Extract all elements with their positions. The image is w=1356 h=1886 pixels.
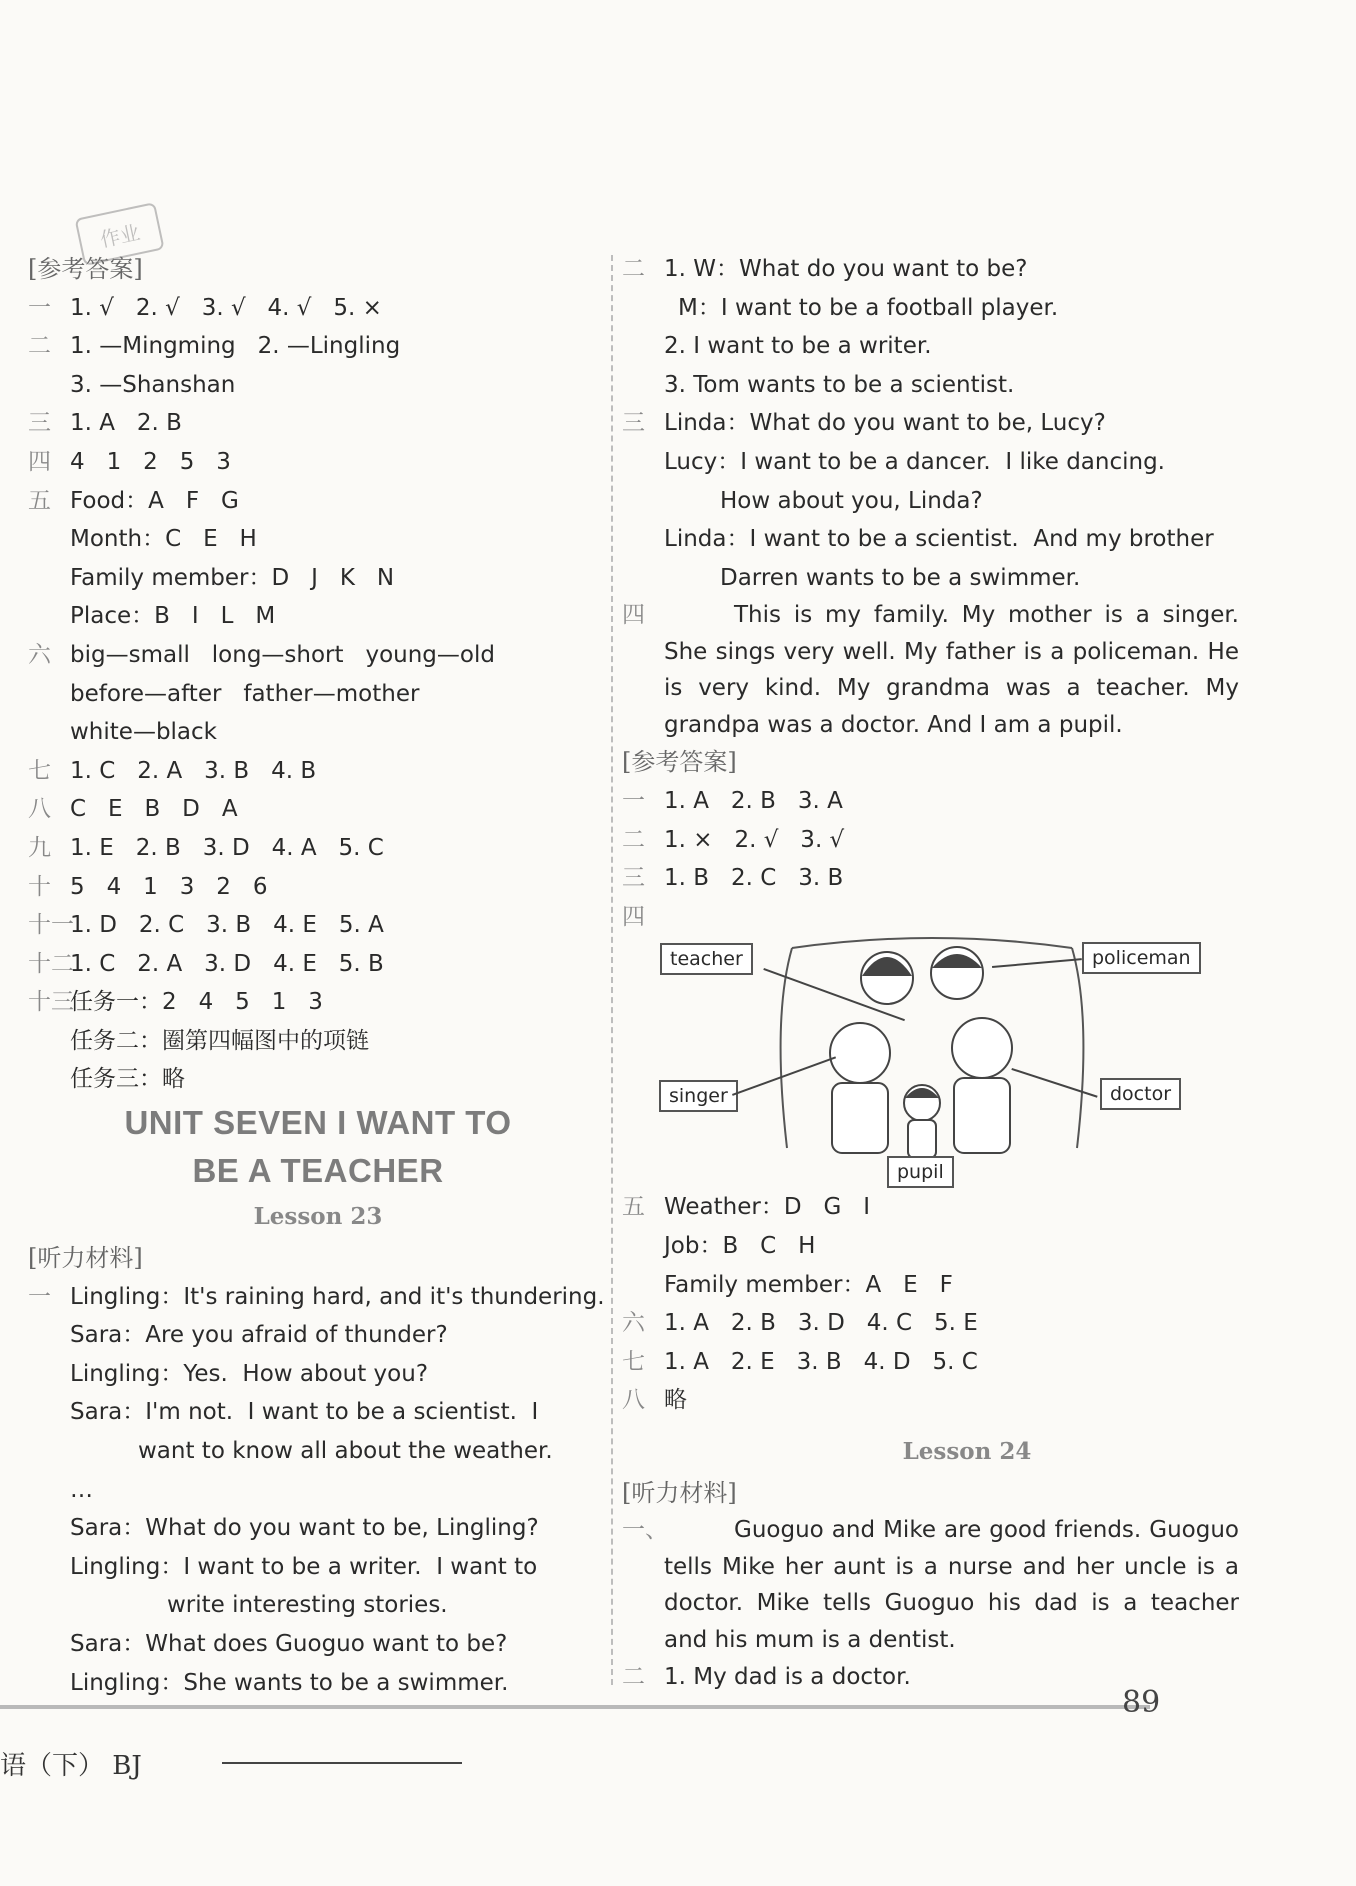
item-number: 五 [28, 487, 51, 514]
item-number: 十一 [28, 912, 74, 939]
item-number: 六 [28, 641, 51, 668]
item-number: 七 [28, 757, 51, 784]
item-number: 二 [622, 1664, 645, 1691]
list-item [28, 1355, 608, 1394]
item-text: want to know all about the weather. [138, 1438, 553, 1465]
item-number: 八 [28, 796, 51, 823]
list-item [28, 713, 608, 752]
label-policeman: policeman [1082, 942, 1201, 974]
item-text: Family member：D J K N [70, 564, 395, 591]
item-text: Linda：What do you want to be, Lucy? [664, 410, 1106, 437]
item-number: 八 [622, 1387, 645, 1414]
item-text: 1. B 2. C 3. B [664, 865, 844, 892]
item-text: big—small long—short young—old [70, 641, 495, 668]
item-text: 2. I want to be a writer. [664, 333, 932, 360]
list-item [622, 327, 1312, 366]
section-header: [听力材料] [622, 1478, 737, 1507]
list-item [28, 597, 608, 636]
label-doctor: doctor [1100, 1078, 1181, 1110]
item-text: before—after father—mother [70, 680, 420, 707]
list-item [28, 906, 608, 945]
section-header: [听力材料] [28, 1244, 143, 1273]
item-text: Job：B C H [664, 1232, 816, 1259]
svg-text:作业: 作业 [97, 220, 143, 252]
item-text: Lingling：I want to be a writer. I want to [70, 1553, 538, 1580]
list-item [28, 1278, 608, 1317]
item-number: 四 [622, 602, 645, 629]
list-item [28, 1316, 608, 1355]
list-item [28, 482, 608, 521]
list-item [622, 1658, 1312, 1697]
list-item [28, 1022, 608, 1061]
list-item [28, 675, 608, 714]
item-text: Lucy：I want to be a dancer. I like dancing. [664, 448, 1165, 475]
list-item [28, 1586, 608, 1625]
list-item [622, 1227, 1312, 1266]
listening-script [28, 1278, 608, 1703]
paragraph-text: Guoguo and Mike are good friends. Guoguo tells Mike her aunt is a nurse and her uncle is a doctor. Mike tells Guoguo his dad is a teacher and his mum is a dentist. [664, 1517, 1239, 1653]
list-item [622, 859, 1312, 898]
item-text: 1. My dad is a doctor. [664, 1664, 911, 1691]
item-number: 二 [622, 826, 645, 853]
section-header: [参考答案] [622, 748, 737, 777]
item-text: 1. C 2. A 3. D 4. E 5. B [70, 950, 384, 977]
list-item [28, 1432, 608, 1471]
answer-list [28, 289, 608, 1099]
item-text: write interesting stories. [167, 1592, 448, 1619]
item-number: 七 [622, 1348, 645, 1375]
item-text: Linda：I want to be a scientist. And my brother [664, 526, 1214, 553]
item-text: M：I want to be a football player. [678, 294, 1059, 321]
item-number: 四 [622, 903, 645, 930]
item-text: Weather：D G I [664, 1194, 871, 1221]
item-text: 任务一：2 4 5 1 3 [70, 989, 323, 1016]
item-text: Sara：I'm not. I want to be a scientist. I [70, 1399, 539, 1426]
item-number: 四 [28, 448, 51, 475]
item-text: 1. × 2. √ 3. √ [664, 826, 845, 853]
item-number: 一 [28, 294, 51, 321]
item-number: 三 [622, 410, 645, 437]
list-item [622, 366, 1312, 405]
list-item [622, 404, 1312, 443]
paragraph-text: This is my family. My mother is a singer. She sings very well. My father is a policeman. He is very kind. My grandma was a teacher. My grandpa was a doctor. And I am a pupil. [664, 602, 1239, 738]
footer-rule [222, 1762, 462, 1764]
item-text: Lingling：It's raining hard, and it's thundering. [70, 1283, 605, 1310]
item-text: white—black [70, 719, 217, 746]
item-text: Family member：A E F [664, 1271, 953, 1298]
footer-book-label: 语（下） BJ [0, 1751, 142, 1781]
item-number: 九 [28, 834, 51, 861]
list-item [28, 366, 608, 405]
list-item [622, 821, 1312, 860]
item-text: 4 1 2 5 3 [70, 448, 231, 475]
list-item [28, 289, 608, 328]
list-item [622, 482, 1312, 521]
item-text: 1. —Mingming 2. —Lingling [70, 333, 401, 360]
item-text: 任务三：略 [70, 1066, 185, 1093]
list-item [28, 443, 608, 482]
label-teacher: teacher [660, 943, 753, 975]
item-number: 十二 [28, 950, 74, 977]
list-item [28, 559, 608, 598]
list-item [28, 1060, 608, 1099]
list-item [28, 636, 608, 675]
item-text: 3. —Shanshan [70, 371, 236, 398]
item-number: 二 [622, 256, 645, 282]
family-paragraph [622, 597, 1312, 743]
item-text: C E B D A [70, 796, 238, 823]
listening-paragraph [622, 1512, 1312, 1658]
list-item [622, 250, 1312, 289]
item-text: 1. E 2. B 3. D 4. A 5. C [70, 834, 384, 861]
item-text: 任务二：圈第四幅图中的项链 [70, 1027, 369, 1054]
item-text: 1. A 2. E 3. B 4. D 5. C [664, 1348, 978, 1375]
list-item [622, 559, 1312, 598]
list-item [28, 1664, 608, 1703]
item-number: 五 [622, 1194, 645, 1221]
item-text: Sara：What does Guoguo want to be? [70, 1631, 508, 1657]
item-number: 十三 [28, 989, 74, 1016]
list-item [28, 983, 608, 1022]
item-number: 三 [28, 410, 51, 437]
unit-title: UNIT SEVEN I WANT TO [124, 1104, 512, 1142]
item-number: 十 [28, 873, 51, 900]
item-text: Lingling：She wants to be a swimmer. [70, 1669, 509, 1696]
list-item [622, 443, 1312, 482]
item-text: 1. √ 2. √ 3. √ 4. √ 5. × [70, 294, 382, 321]
list-item [28, 790, 608, 829]
answer-list [622, 1188, 1312, 1420]
item-text: 1. A 2. B 3. A [664, 787, 843, 814]
list-item [622, 782, 1312, 821]
item-text: Darren wants to be a swimmer. [720, 564, 1081, 591]
list-item [28, 868, 608, 907]
unit-title-line-2: BE A TEACHER [192, 1152, 444, 1190]
listening-script-continued [622, 250, 1312, 597]
page-number: 89 [1122, 1685, 1161, 1720]
list-item [28, 327, 608, 366]
item-number: 三 [622, 865, 645, 892]
item-text: 3. Tom wants to be a scientist. [664, 371, 1015, 398]
list-item [28, 1393, 608, 1432]
list-item [622, 520, 1312, 559]
item-text: How about you, Linda? [720, 487, 983, 514]
item-number: 一 [622, 787, 645, 814]
list-item [622, 1381, 1312, 1420]
list-item [622, 289, 1312, 328]
item-text: 1. A 2. B 3. D 4. C 5. E [664, 1310, 978, 1337]
list-item [622, 1188, 1312, 1227]
list-item [28, 1548, 608, 1587]
list-item [28, 752, 608, 791]
list-item [28, 829, 608, 868]
item-text: 5 4 1 3 2 6 [70, 873, 268, 900]
item-text: Sara：What do you want to be, Lingling? [70, 1515, 539, 1542]
right-column [622, 250, 1312, 1697]
column-divider [611, 255, 613, 1685]
item-text: Food：A F G [70, 487, 239, 514]
list-item [28, 945, 608, 984]
item-text: 1. D 2. C 3. B 4. E 5. A [70, 912, 384, 939]
item-text: 略 [664, 1387, 687, 1414]
item-text: Place：B I L M [70, 603, 276, 630]
item-text: Lingling：Yes. How about you? [70, 1360, 429, 1387]
item-number: 二 [28, 333, 51, 360]
lesson-title: Lesson 24 [902, 1437, 1032, 1465]
label-singer: singer [659, 1080, 738, 1112]
left-column [28, 250, 608, 1702]
item-number: 一 [28, 1283, 51, 1310]
item-number: 六 [622, 1310, 645, 1337]
footer-line [0, 1705, 1150, 1709]
label-pupil: pupil [887, 1156, 954, 1188]
list-item [28, 1625, 608, 1664]
item-text: 1. C 2. A 3. B 4. B [70, 757, 317, 784]
list-item [28, 1509, 608, 1548]
list-item [28, 1471, 608, 1510]
list-item [28, 404, 608, 443]
item-text: 1. A 2. B [70, 410, 182, 437]
family-figure [622, 898, 1312, 1188]
list-item [622, 1304, 1312, 1343]
item-text: Sara：Are you afraid of thunder? [70, 1322, 448, 1349]
item-text: 1. W：What do you want to be? [664, 256, 1028, 282]
item-text: Month：C E H [70, 526, 257, 553]
item-text: … [70, 1476, 93, 1503]
item-number: 一、 [622, 1517, 668, 1544]
lesson-title: Lesson 23 [253, 1203, 383, 1231]
section-header: [参考答案] [28, 255, 143, 283]
list-item [622, 1266, 1312, 1305]
list-item [28, 520, 608, 559]
list-item [622, 1343, 1312, 1382]
